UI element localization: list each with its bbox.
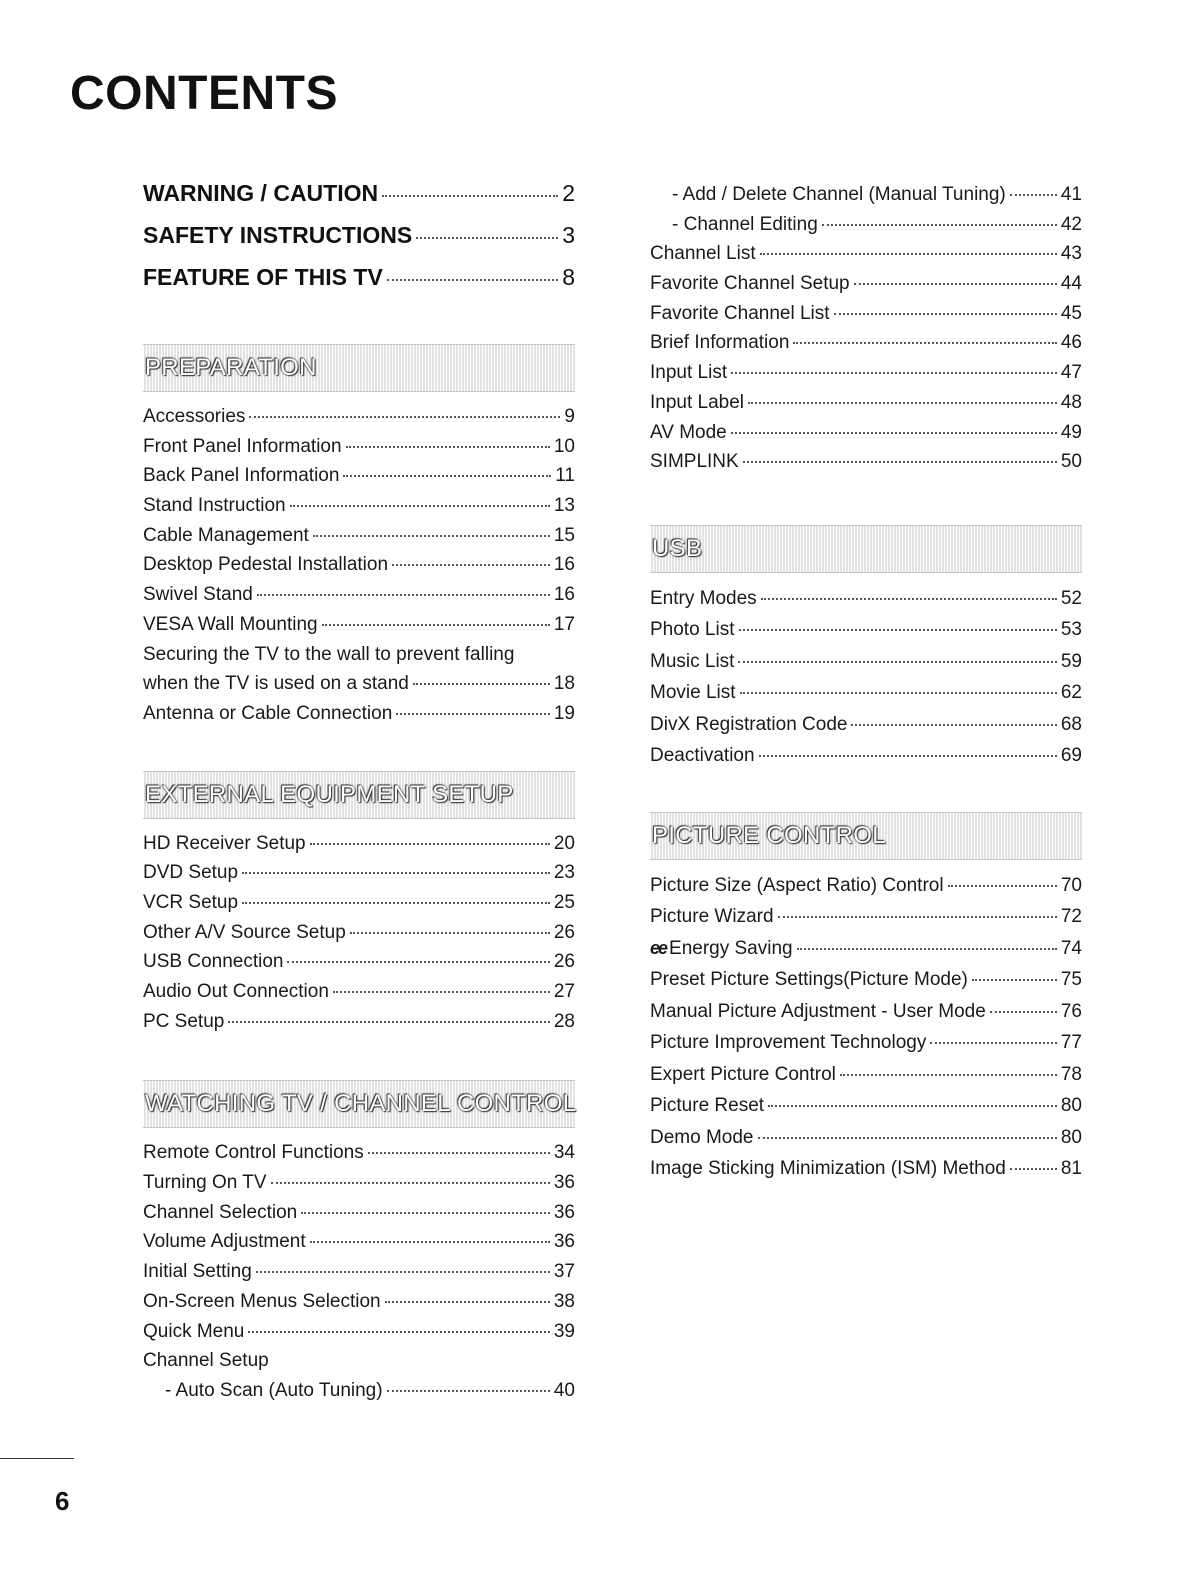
toc-entry[interactable] <box>650 583 1082 615</box>
page-title: CONTENTS <box>70 67 338 120</box>
leader-dots <box>840 1074 1057 1076</box>
leader-dots <box>990 1011 1057 1013</box>
toc-entry[interactable] <box>143 977 575 1007</box>
toc-page: 69 <box>1060 745 1082 767</box>
toc-page: 16 <box>553 584 575 606</box>
leader-dots <box>761 598 1057 600</box>
toc-entry[interactable] <box>143 888 575 918</box>
toc-entry[interactable] <box>143 1287 575 1317</box>
toc-page: 13 <box>553 495 575 517</box>
toc-label: Audio Out Connection <box>143 981 329 1003</box>
toc-label: Favorite Channel Setup <box>650 273 850 295</box>
toc-label: Expert Picture Control <box>650 1063 836 1085</box>
toc-label: Initial Setting <box>143 1261 252 1283</box>
toc-page: 74 <box>1060 937 1082 959</box>
leader-dots <box>731 432 1057 434</box>
toc-label: - Channel Editing <box>672 213 818 235</box>
toc-right-column <box>650 180 1082 1185</box>
toc-label: Favorite Channel List <box>650 302 830 324</box>
leader-dots <box>346 446 550 448</box>
leader-dots <box>972 979 1057 981</box>
leader-dots <box>416 237 558 239</box>
leader-dots <box>396 713 550 715</box>
toc-page: 27 <box>553 981 575 1003</box>
leader-dots <box>740 692 1057 694</box>
leader-dots <box>248 1331 549 1333</box>
toc-entry[interactable] <box>143 1007 575 1037</box>
toc-label: Demo Mode <box>650 1126 754 1148</box>
toc-page: 78 <box>1060 1063 1082 1085</box>
toc-label: DVD Setup <box>143 862 239 884</box>
toc-entry[interactable] <box>650 358 1082 388</box>
toc-entry[interactable] <box>143 1376 575 1406</box>
eco-energy-icon: ee <box>650 937 667 958</box>
toc-label: Music List <box>650 650 735 672</box>
toc-entry[interactable] <box>143 640 575 670</box>
page-number: 6 <box>55 1486 70 1516</box>
leader-dots <box>343 475 551 477</box>
toc-entry[interactable] <box>650 269 1082 299</box>
toc-label: Picture Reset <box>650 1095 765 1117</box>
footer-rule <box>0 1458 74 1459</box>
leader-dots <box>778 916 1057 918</box>
toc-entry[interactable] <box>143 829 575 859</box>
toc-page: 42 <box>1060 213 1082 235</box>
toc-entry[interactable] <box>650 870 1082 902</box>
toc-page: 47 <box>1060 362 1082 384</box>
toc-entry[interactable] <box>650 1122 1082 1154</box>
leader-dots <box>759 755 1057 757</box>
toc-entry[interactable] <box>650 901 1082 933</box>
leader-dots <box>382 195 558 197</box>
toc-page: 72 <box>1060 906 1082 928</box>
leader-dots <box>739 629 1057 631</box>
toc-page: 80 <box>1060 1095 1082 1117</box>
toc-entry[interactable] <box>143 610 575 640</box>
toc-entry[interactable] <box>143 1346 575 1376</box>
toc-label: Securing the TV to the wall to prevent falling <box>143 643 515 665</box>
leader-dots <box>392 564 550 566</box>
toc-label: Picture Wizard <box>650 906 774 928</box>
toc-page: 26 <box>553 921 575 943</box>
external-equipment-list <box>143 829 575 1037</box>
toc-entry[interactable] <box>650 299 1082 329</box>
toc-label: Channel Selection <box>143 1201 298 1223</box>
toc-entry[interactable] <box>143 1138 575 1168</box>
leader-dots <box>301 1212 550 1214</box>
toc-entry[interactable] <box>650 180 1082 210</box>
toc-label: Deactivation <box>650 745 755 767</box>
usb-list <box>650 583 1082 772</box>
toc-label: Manual Picture Adjustment - User Mode <box>650 1000 986 1022</box>
toc-page: 9 <box>564 406 575 427</box>
section-title: PREPARATION <box>145 354 317 381</box>
toc-entry[interactable] <box>650 328 1082 358</box>
leader-dots <box>930 1042 1057 1044</box>
toc-label: Channel Setup <box>143 1350 269 1372</box>
toc-entry[interactable] <box>650 1059 1082 1091</box>
leader-dots <box>738 661 1056 663</box>
toc-page: 36 <box>553 1172 575 1194</box>
toc-page: 38 <box>553 1290 575 1312</box>
toc-entry[interactable] <box>143 858 575 888</box>
leader-dots <box>228 1021 550 1023</box>
leader-dots <box>350 932 550 934</box>
toc-page: 49 <box>1060 421 1082 443</box>
toc-entry[interactable] <box>143 669 575 699</box>
leader-dots <box>313 535 550 537</box>
toc-page: 20 <box>553 832 575 854</box>
toc-label: Image Sticking Minimization (ISM) Method <box>650 1158 1006 1180</box>
toc-label: Input List <box>650 362 728 384</box>
leader-dots <box>851 724 1056 726</box>
toc-entry[interactable] <box>650 709 1082 741</box>
leader-dots <box>242 902 550 904</box>
toc-entry[interactable] <box>143 918 575 948</box>
toc-label: PC Setup <box>143 1010 225 1032</box>
toc-page: 23 <box>553 862 575 884</box>
toc-label: Swivel Stand <box>143 584 253 606</box>
section-title: EXTERNAL EQUIPMENT SETUP <box>145 780 514 808</box>
toc-label: Quick Menu <box>143 1320 245 1342</box>
leader-dots <box>743 461 1057 463</box>
toc-major-safety[interactable] <box>143 222 575 264</box>
toc-label: when the TV is used on a stand <box>143 673 409 695</box>
toc-label: WARNING / CAUTION <box>143 180 379 206</box>
toc-page: 19 <box>553 702 575 724</box>
toc-label: Volume Adjustment <box>143 1231 306 1253</box>
toc-label: Brief Information <box>650 332 790 354</box>
toc-label: Movie List <box>650 682 736 704</box>
toc-entry[interactable] <box>650 646 1082 678</box>
leader-dots <box>758 1137 1057 1139</box>
leader-dots <box>748 402 1057 404</box>
watching-tv-continued-list <box>650 180 1082 477</box>
leader-dots <box>731 372 1057 374</box>
toc-entry[interactable] <box>143 1317 575 1347</box>
leader-dots <box>322 624 550 626</box>
toc-page: 80 <box>1060 1126 1082 1148</box>
section-title: PICTURE CONTROL <box>652 821 886 849</box>
toc-page: 52 <box>1060 587 1082 609</box>
toc-label: - Add / Delete Channel (Manual Tuning) <box>672 184 1006 205</box>
toc-label: Stand Instruction <box>143 495 286 517</box>
toc-page: 50 <box>1060 451 1082 473</box>
preparation-list <box>143 402 575 729</box>
leader-dots <box>948 885 1057 887</box>
toc-entry[interactable] <box>650 418 1082 448</box>
toc-page: 76 <box>1060 1000 1082 1022</box>
picture-control-list <box>650 870 1082 1185</box>
section-title: USB <box>652 534 703 562</box>
toc-page: 39 <box>553 1320 575 1342</box>
watching-tv-list <box>143 1138 575 1405</box>
toc-label: Turning On TV <box>143 1172 267 1194</box>
leader-dots <box>1010 194 1057 196</box>
toc-page: 44 <box>1060 273 1082 295</box>
toc-label: HD Receiver Setup <box>143 832 306 854</box>
toc-label: On-Screen Menus Selection <box>143 1290 381 1312</box>
toc-label: Remote Control Functions <box>143 1142 364 1164</box>
toc-label: Antenna or Cable Connection <box>143 702 393 724</box>
leader-dots <box>310 1241 550 1243</box>
toc-label: VCR Setup <box>143 891 239 913</box>
toc-entry[interactable] <box>143 1168 575 1198</box>
toc-page: 81 <box>1060 1158 1082 1180</box>
leader-dots <box>822 224 1057 226</box>
toc-label: Cable Management <box>143 524 309 546</box>
toc-entry[interactable] <box>143 580 575 610</box>
toc-label: Picture Size (Aspect Ratio) Control <box>650 874 944 896</box>
toc-label: Entry Modes <box>650 587 757 609</box>
toc-label: VESA Wall Mounting <box>143 613 318 635</box>
leader-dots <box>310 843 550 845</box>
toc-major-feature[interactable] <box>143 264 575 306</box>
leader-dots <box>257 594 550 596</box>
toc-page: 48 <box>1060 391 1082 413</box>
leader-dots <box>287 961 549 963</box>
leader-dots <box>368 1152 550 1154</box>
toc-page: 16 <box>553 554 575 576</box>
toc-major-warning[interactable] <box>143 180 575 222</box>
toc-page: 36 <box>553 1231 575 1253</box>
leader-dots <box>242 872 550 874</box>
toc-entry[interactable] <box>650 239 1082 269</box>
toc-label: Desktop Pedestal Installation <box>143 554 389 576</box>
toc-page: 2 <box>562 180 575 206</box>
toc-page: 43 <box>1060 243 1082 265</box>
toc-page: 15 <box>553 524 575 546</box>
toc-page: 40 <box>553 1379 575 1401</box>
toc-label: Preset Picture Settings(Picture Mode) <box>650 969 968 991</box>
toc-entry[interactable] <box>143 521 575 551</box>
toc-page: 17 <box>553 613 575 635</box>
leader-dots <box>768 1105 1057 1107</box>
toc-entry[interactable] <box>650 1090 1082 1122</box>
leader-dots <box>797 948 1057 950</box>
toc-entry[interactable] <box>650 996 1082 1028</box>
toc-label: AV Mode <box>650 421 727 443</box>
toc-entry[interactable] <box>650 210 1082 240</box>
toc-page: 68 <box>1060 713 1082 735</box>
toc-entry[interactable] <box>143 491 575 521</box>
toc-label: DivX Registration Code <box>650 713 848 735</box>
toc-entry[interactable] <box>143 402 575 432</box>
toc-page: 70 <box>1060 874 1082 896</box>
leader-dots <box>385 1301 550 1303</box>
toc-page: 10 <box>553 435 575 457</box>
toc-label: Photo List <box>650 619 735 641</box>
section-header-usb <box>650 525 1082 573</box>
toc-label: USB Connection <box>143 951 284 973</box>
section-header-picture-control <box>650 812 1082 860</box>
leader-dots <box>387 1390 550 1392</box>
toc-page: 11 <box>555 465 575 487</box>
leader-dots <box>387 279 558 281</box>
toc-label: SAFETY INSTRUCTIONS <box>143 222 413 248</box>
toc-page: 59 <box>1060 650 1082 672</box>
toc-label: - Auto Scan (Auto Tuning) <box>165 1379 383 1401</box>
toc-entry[interactable] <box>143 550 575 580</box>
toc-page: 62 <box>1060 682 1082 704</box>
toc-left-column <box>143 180 575 1406</box>
toc-entry[interactable] <box>143 1257 575 1287</box>
toc-label: Picture Improvement Technology <box>650 1032 927 1054</box>
toc-label: Input Label <box>650 391 745 413</box>
toc-entry[interactable] <box>143 432 575 462</box>
toc-entry[interactable] <box>143 699 575 729</box>
toc-page: 36 <box>553 1201 575 1223</box>
toc-page: 77 <box>1060 1032 1082 1054</box>
toc-label: Accessories <box>143 406 246 427</box>
leader-dots <box>1010 1168 1057 1170</box>
toc-entry[interactable] <box>650 740 1082 772</box>
toc-entry[interactable] <box>143 1198 575 1228</box>
leader-dots <box>793 342 1056 344</box>
toc-entry[interactable] <box>650 1027 1082 1059</box>
leader-dots <box>290 505 550 507</box>
toc-entry[interactable] <box>143 947 575 977</box>
toc-page: 45 <box>1060 302 1082 324</box>
toc-label: Back Panel Information <box>143 465 340 487</box>
toc-page: 3 <box>562 222 575 248</box>
toc-page: 34 <box>553 1142 575 1164</box>
leader-dots <box>333 991 550 993</box>
toc-page: 18 <box>553 673 575 695</box>
section-title: WATCHING TV / CHANNEL CONTROL <box>145 1090 577 1118</box>
toc-entry[interactable] <box>650 1153 1082 1185</box>
leader-dots <box>413 683 550 685</box>
leader-dots <box>834 313 1057 315</box>
toc-entry[interactable] <box>143 1227 575 1257</box>
leader-dots <box>256 1271 550 1273</box>
toc-entry[interactable] <box>650 933 1082 965</box>
toc-page: 75 <box>1060 969 1082 991</box>
toc-page: 26 <box>553 951 575 973</box>
toc-entry[interactable] <box>650 388 1082 418</box>
toc-page: 41 <box>1060 184 1082 205</box>
toc-label: Other A/V Source Setup <box>143 921 346 943</box>
toc-label: SIMPLINK <box>650 451 739 473</box>
toc-page: 8 <box>562 264 575 290</box>
toc-page: 37 <box>553 1261 575 1283</box>
toc-page: 28 <box>553 1010 575 1032</box>
toc-page: 25 <box>553 891 575 913</box>
toc-entry[interactable] <box>650 964 1082 996</box>
toc-entry[interactable] <box>650 614 1082 646</box>
toc-entry[interactable] <box>650 677 1082 709</box>
toc-label: Channel List <box>650 243 756 265</box>
section-header-preparation <box>143 344 575 392</box>
section-header-watching-tv <box>143 1080 575 1128</box>
leader-dots <box>271 1182 550 1184</box>
toc-label: Energy Saving <box>669 937 793 959</box>
leader-dots <box>249 416 560 418</box>
toc-label: Front Panel Information <box>143 435 342 457</box>
toc-page: 46 <box>1060 332 1082 354</box>
toc-entry[interactable] <box>650 447 1082 477</box>
toc-entry[interactable] <box>143 461 575 491</box>
toc-page: 53 <box>1060 619 1082 641</box>
leader-dots <box>854 283 1057 285</box>
toc-label: FEATURE OF THIS TV <box>143 264 383 290</box>
section-header-external-equipment <box>143 771 575 819</box>
leader-dots <box>760 253 1057 255</box>
